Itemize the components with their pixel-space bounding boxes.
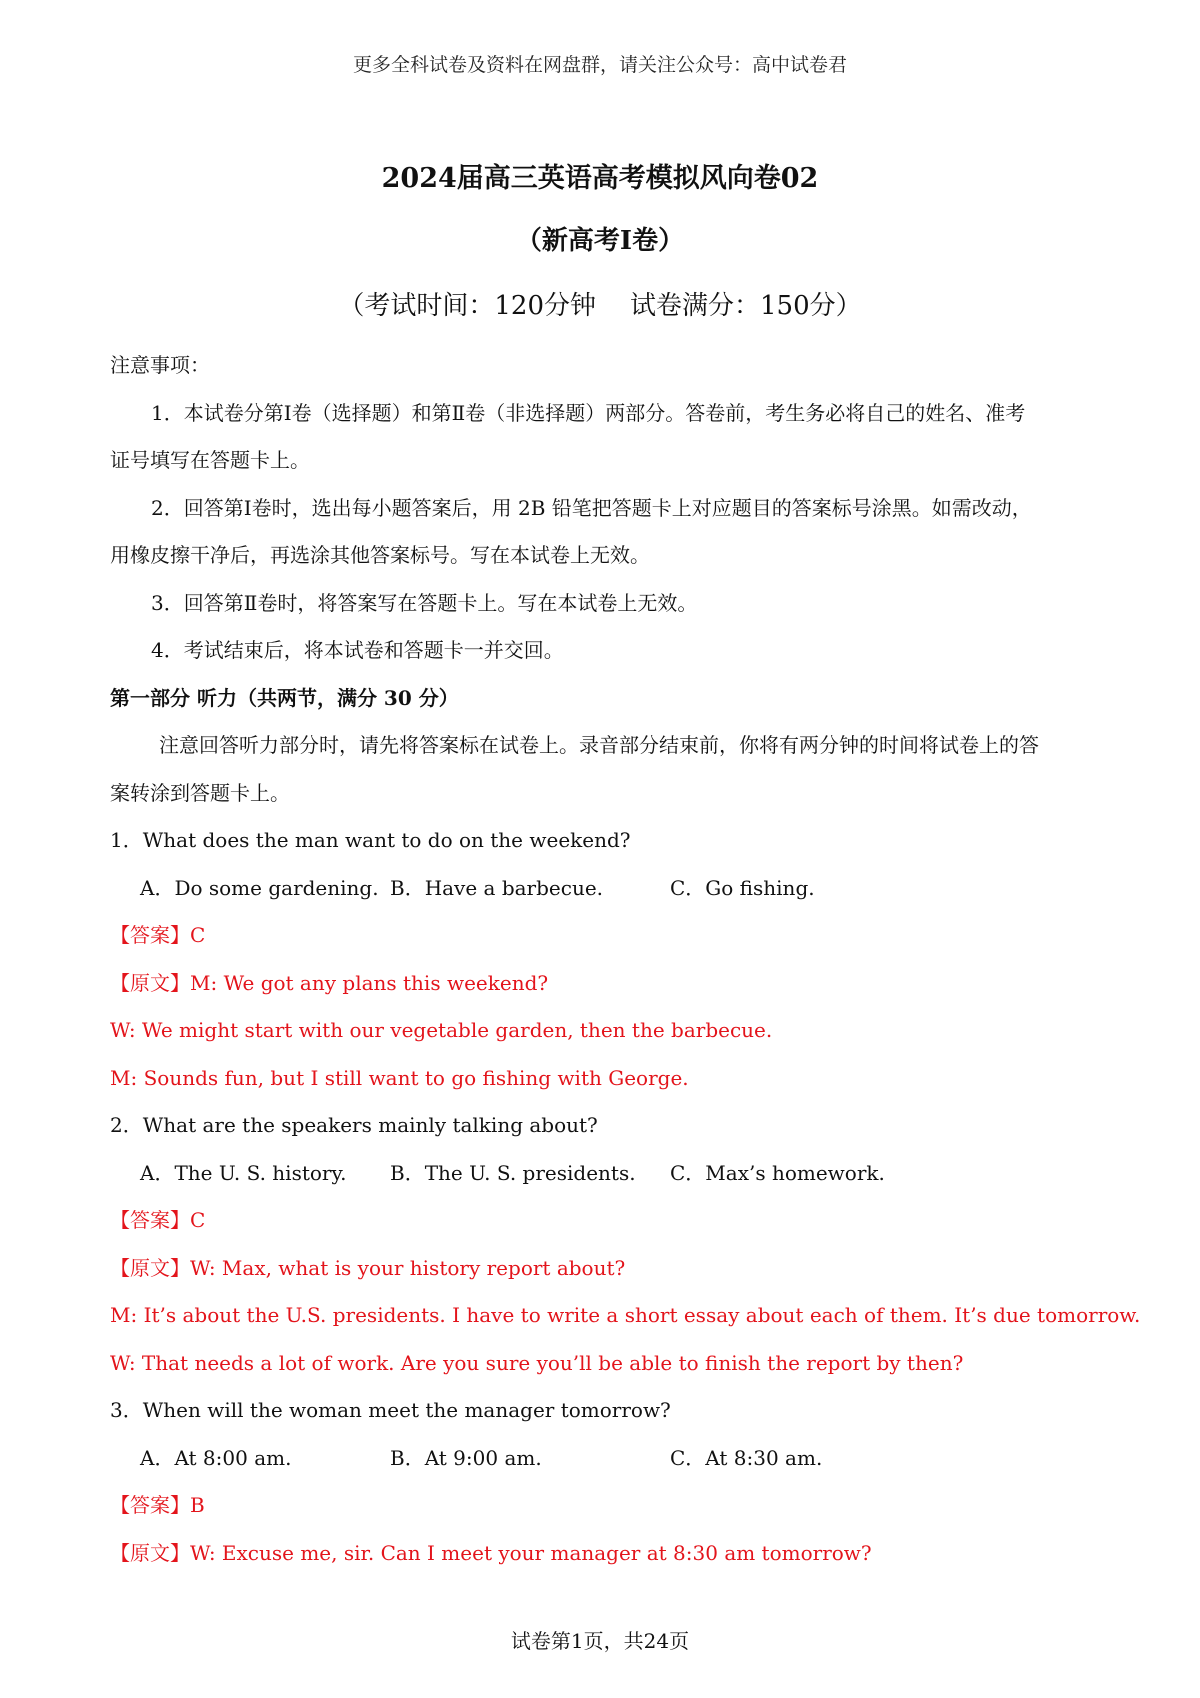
transcript-line: 【原文】W: Max, what is your history report about?	[110, 1255, 626, 1280]
notice-item-2: 2．回答第Ⅰ卷时，选出每小题答案后，用 2B 铅笔把答题卡上对应题目的答案标号涂黑。如需改动，	[151, 495, 1032, 520]
notice-heading: 注意事项：	[110, 353, 210, 377]
notice-item-1-cont: 证号填写在答题卡上。	[110, 448, 310, 472]
transcript-line: W: That needs a lot of work. Are you sure you’ll be able to finish the report by then?	[110, 1350, 964, 1375]
option-a: A．The U. S. history.	[140, 1160, 347, 1185]
page-subtitle: （新高考I卷）	[515, 226, 685, 256]
section-instructions: 注意回答听力部分时，请先将答案标在试卷上。录音部分结束前，你将有两分钟的时间将试卷上的答	[159, 733, 1039, 757]
notice-item-2-cont: 用橡皮擦干净后，再选涂其他答案标号。写在本试卷上无效。	[110, 543, 650, 567]
answer-key: 【答案】C	[110, 1208, 206, 1232]
answer-key: 【答案】C	[110, 923, 206, 947]
option-b: B．At 9:00 am.	[390, 1445, 542, 1470]
answer-key: 【答案】B	[110, 1493, 205, 1517]
section-heading: 第一部分 听力（共两节，满分 30 分）	[110, 685, 459, 710]
page-title: 2024届高三英语高考模拟风向卷02	[381, 163, 819, 194]
exam-meta	[0, 285, 1200, 322]
question-options	[110, 1150, 1100, 1198]
option-c: C．Go fishing.	[670, 875, 815, 900]
notice-item-1: 1．本试卷分第Ⅰ卷（选择题）和第Ⅱ卷（非选择题）两部分。答卷前，考生务必将自己的姓名、准考	[151, 400, 1026, 425]
question-stem: 1．What does the man want to do on the weekend?	[110, 828, 631, 852]
section-instructions-cont: 案转涂到答题卡上。	[110, 780, 290, 805]
question-options	[110, 865, 1100, 913]
question-stem: 3．When will the woman meet the manager tomorrow?	[110, 1398, 671, 1422]
page-footer: 试卷第1页，共24页	[510, 1629, 690, 1653]
transcript-line: M: It’s about the U.S. presidents. I have to write a short essay about each of them. It’s due tomorrow.	[110, 1303, 1141, 1327]
question-options	[110, 1435, 1100, 1483]
transcript-line: 【原文】M: We got any plans this weekend?	[110, 970, 549, 995]
option-c: C．At 8:30 am.	[670, 1445, 823, 1470]
option-a: A．Do some gardening.	[140, 875, 379, 900]
transcript-line: 【原文】W: Excuse me, sir. Can I meet your manager at 8:30 am tomorrow?	[110, 1540, 872, 1565]
option-c: C．Max’s homework.	[670, 1160, 885, 1185]
option-b: B．The U. S. presidents.	[390, 1160, 636, 1185]
header-note: 更多全科试卷及资料在网盘群，请关注公众号：高中试卷君	[352, 54, 847, 76]
document-body	[110, 342, 1141, 1577]
exam-time: （考试时间：120分钟	[338, 291, 596, 321]
notice-item-3: 3．回答第Ⅱ卷时，将答案写在答题卡上。写在本试卷上无效。	[151, 590, 698, 615]
question-stem: 2．What are the speakers mainly talking about?	[110, 1113, 598, 1137]
transcript-line: M: Sounds fun, but I still want to go fishing with George.	[110, 1065, 689, 1090]
notice-item-4: 4．考试结束后，将本试卷和答题卡一并交回。	[151, 638, 564, 662]
option-b: B．Have a barbecue.	[390, 875, 604, 900]
transcript-line: W: We might start with our vegetable garden, then the barbecue.	[110, 1018, 773, 1042]
option-a: A．At 8:00 am.	[140, 1445, 292, 1470]
full-score: 试卷满分：150分）	[630, 291, 862, 321]
